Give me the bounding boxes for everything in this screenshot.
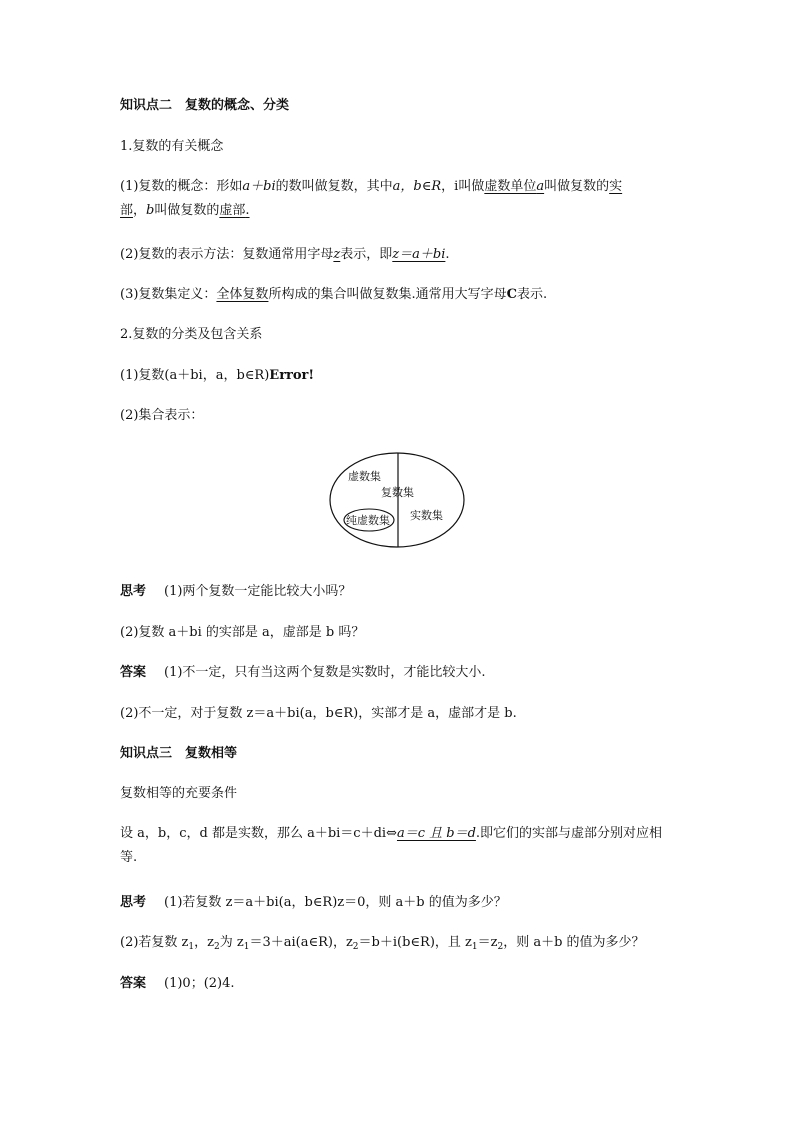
answer-2: (2)不一定，对于复数 z＝a＋bi(a，b∈R)，实部才是 a，虚部才是 b. <box>120 706 517 721</box>
paragraph-equality: 设 a，b，c，d 都是实数，那么 a＋bi＝c＋di⇔a＝c 且 b＝d.即它们的实部与虚部分别对应相 等. <box>120 826 663 865</box>
section-heading-3: 知识点三 复数相等 <box>120 746 238 761</box>
answer-3: 答案 (1)0；(2)4. <box>120 976 235 991</box>
think-question-4: (2)若复数 $z_1$，$z_2$为 $z_1=3+ai(a\in R)$，$z_2=b+i(b\in R)$，且 $z_1=z_2$，则 a＋b 的值为多少？ <box>120 935 645 952</box>
label-real-set: 实数集 <box>410 509 443 522</box>
subheading-classification: 2.复数的分类及包含关系 <box>120 327 263 342</box>
set-diagram <box>328 451 466 549</box>
paragraph-complex-concept: (1)复数的概念：形如a＋bi的数叫做复数，其中a，b∈R，i叫做虚数单位a叫做复数的实 部，b叫做复数的虚部. <box>120 179 623 218</box>
underlined-term: 虚部 <box>219 203 246 218</box>
paragraph-classification: (1)复数(a＋bi，a，b∈R)Error! <box>120 368 315 383</box>
section-heading-2: 知识点二 复数的概念、分类 <box>120 98 290 113</box>
subheading-concepts: 1.复数的有关概念 <box>120 139 224 154</box>
label-pure-imaginary-set: 纯虚数集 <box>346 514 390 527</box>
think-question-1: 思考 (1)两个复数一定能比较大小吗？ <box>120 584 352 599</box>
complex-set-ellipse <box>330 453 464 547</box>
answer-1: 答案 (1)不一定，只有当这两个复数是实数时，才能比较大小. <box>120 665 486 680</box>
think-question-3: 思考 (1)若复数 z＝a＋bi(a，b∈R)z＝0，则 a＋b 的值为多少？ <box>120 895 507 910</box>
paragraph-representation: (2)复数的表示方法：复数通常用字母z表示，即z＝a＋bi. <box>120 247 450 262</box>
error-text: Error! <box>269 368 315 383</box>
think-question-2: (2)复数 a＋bi 的实部是 a，虚部是 b 吗？ <box>120 625 365 640</box>
underlined-term: 虚数单位 <box>484 179 537 194</box>
label-imaginary-set: 虚数集 <box>348 470 381 483</box>
subheading-equality: 复数相等的充要条件 <box>120 786 238 801</box>
paragraph-set-representation: (2)集合表示： <box>120 408 204 423</box>
paragraph-complex-set: (3)复数集定义：全体复数所构成的集合叫做复数集.通常用大写字母C表示. <box>120 287 548 302</box>
label-complex-set: 复数集 <box>381 486 414 499</box>
